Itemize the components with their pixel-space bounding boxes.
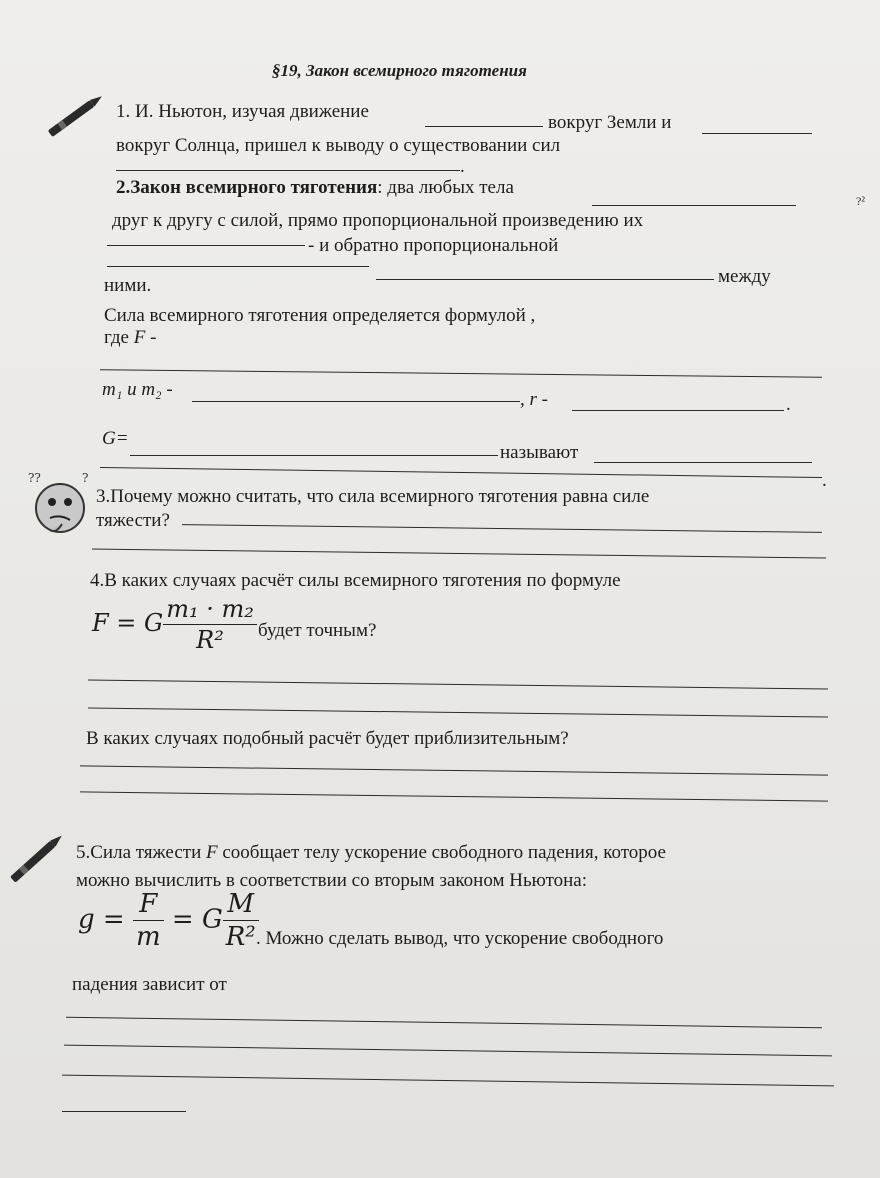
formula-lhs: F = G bbox=[92, 609, 164, 637]
answer-line[interactable] bbox=[64, 1045, 832, 1057]
q5-line3: падения зависит от bbox=[72, 974, 227, 995]
answer-line[interactable] bbox=[376, 279, 714, 280]
formula-m: m bbox=[135, 922, 161, 952]
formula-eq-g: = G bbox=[171, 904, 223, 935]
answer-line[interactable] bbox=[572, 410, 784, 411]
q2-dash: - bbox=[145, 327, 157, 348]
answer-line[interactable] bbox=[62, 1111, 186, 1112]
q4-line2: В каких случаях подобный расчёт будет приблизительным? bbox=[86, 728, 569, 749]
svg-text:?: ? bbox=[82, 471, 89, 485]
q5-line1a: 5.Сила тяжести bbox=[76, 842, 206, 863]
answer-line[interactable] bbox=[594, 462, 812, 463]
q2-heading: 2.Закон всемирного тяготения bbox=[116, 177, 378, 198]
q3-line1: 3.Почему можно считать, что сила всемирного тяготения равна силе bbox=[96, 486, 650, 507]
question-marks-icon: ?² bbox=[856, 194, 865, 208]
answer-line[interactable] bbox=[80, 791, 828, 801]
q2-line1: : два любых тела bbox=[377, 177, 514, 198]
answer-line[interactable] bbox=[592, 205, 796, 206]
answer-line[interactable] bbox=[100, 369, 822, 378]
formula-gravitation bbox=[92, 594, 257, 655]
q2-dot2: . bbox=[822, 470, 827, 491]
q2-g-label: G= bbox=[102, 428, 129, 449]
q5-var-f: F bbox=[206, 842, 218, 863]
answer-line[interactable] bbox=[66, 1017, 822, 1029]
formula-numerator: m₁ · m₂ bbox=[163, 594, 257, 625]
answer-line[interactable] bbox=[107, 245, 305, 246]
pen-icon bbox=[40, 90, 112, 140]
q5-line2: можно вычислить в соответствии со вторым законом Ньютона: bbox=[76, 870, 588, 891]
q2-masses-label: m₁ и m₂ - bbox=[102, 379, 173, 400]
formula-M: M bbox=[223, 888, 259, 921]
pen-icon bbox=[2, 828, 74, 886]
answer-line[interactable] bbox=[88, 707, 828, 717]
page-title: §19, Закон всемирного тяготения bbox=[272, 61, 527, 80]
answer-line[interactable] bbox=[107, 266, 369, 267]
answer-line[interactable] bbox=[425, 126, 543, 127]
formula-denominator: R² bbox=[196, 626, 224, 654]
formula-g: g = bbox=[78, 904, 125, 935]
q5-conclusion: . Можно сделать вывод, что ускорение свободного bbox=[256, 928, 664, 949]
q2-called: называют bbox=[500, 442, 579, 463]
answer-line[interactable] bbox=[702, 133, 812, 134]
q2-line2: друг к другу с силой, прямо пропорциональной произведению их bbox=[112, 210, 644, 231]
formula-f: F bbox=[133, 888, 164, 921]
answer-line[interactable] bbox=[88, 679, 828, 689]
answer-line[interactable] bbox=[130, 455, 498, 456]
q3-line2: тяжести? bbox=[96, 510, 170, 531]
q1-dot: . bbox=[460, 156, 465, 177]
q2-dot1: . bbox=[786, 394, 791, 415]
q2-r-label: , r - bbox=[520, 389, 548, 410]
formula-R2: R² bbox=[225, 922, 256, 952]
q2-between: между bbox=[718, 266, 771, 287]
answer-line[interactable] bbox=[182, 524, 822, 533]
answer-line[interactable] bbox=[80, 765, 828, 775]
q2-where: где bbox=[104, 327, 129, 348]
q2-them: ними. bbox=[104, 275, 152, 296]
q2-formula-text: Сила всемирного тяготения определяется формулой , bbox=[104, 305, 536, 326]
q4-line1: 4.В каких случаях расчёт силы всемирного тяготения по формуле bbox=[90, 570, 621, 591]
answer-line[interactable] bbox=[116, 170, 460, 171]
q2-line3: - и обратно пропорциональной bbox=[308, 235, 559, 256]
svg-text:??: ?? bbox=[28, 471, 41, 485]
q5-line1b: сообщает телу ускорение свободного падения, которое bbox=[217, 842, 666, 863]
answer-line[interactable] bbox=[100, 467, 822, 478]
answer-line[interactable] bbox=[192, 401, 520, 402]
q4-accurate: будет точным? bbox=[258, 620, 377, 641]
q1-line1b: вокруг Земли и bbox=[548, 112, 672, 133]
q2-var-f: F bbox=[133, 327, 146, 348]
answer-line[interactable] bbox=[92, 549, 826, 559]
answer-line[interactable] bbox=[62, 1075, 834, 1087]
formula-gravity bbox=[78, 888, 259, 953]
q1-line1: 1. И. Ньютон, изучая движение bbox=[116, 101, 369, 122]
q1-line2: вокруг Солнца, пришел к выводу о существовании сил bbox=[116, 135, 561, 156]
thinking-face-icon bbox=[26, 468, 94, 540]
